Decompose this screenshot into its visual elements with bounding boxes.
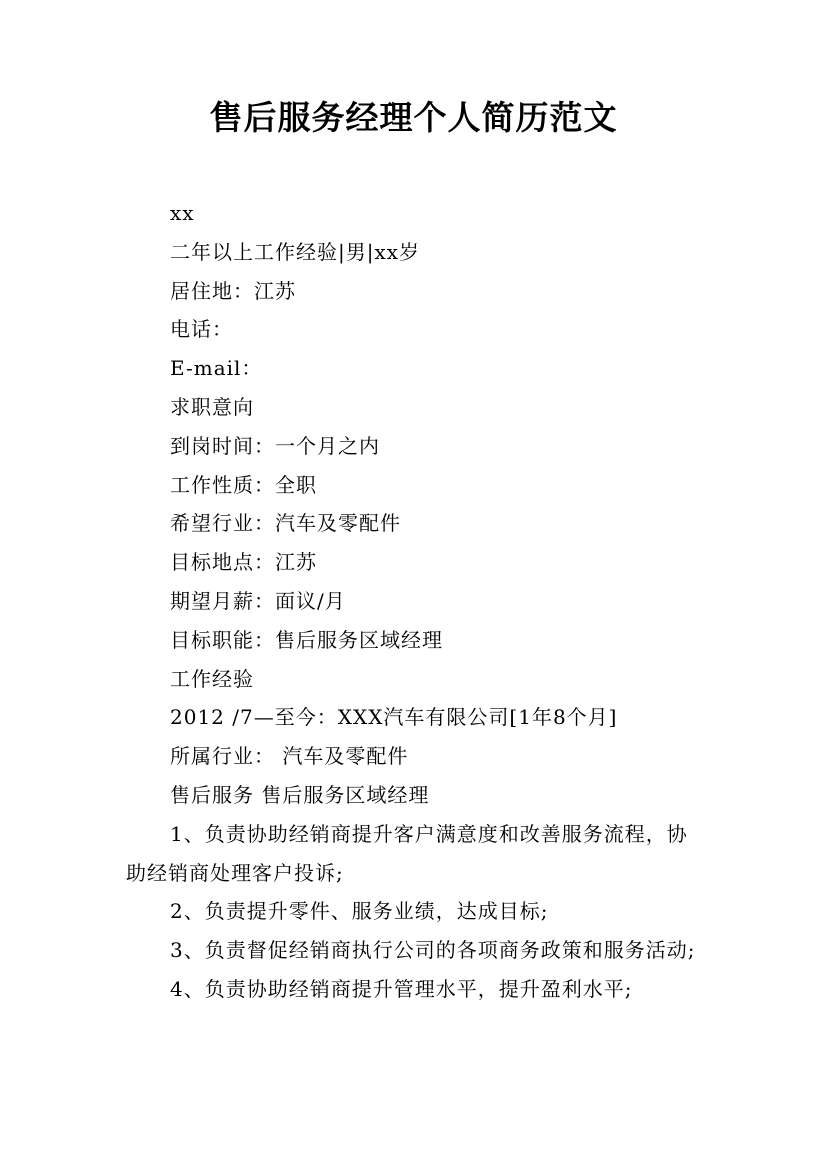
residence: 居住地：江苏 (170, 278, 296, 303)
job-title: 售后服务 售后服务区域经理 (170, 782, 430, 807)
experience-gender-age: 二年以上工作经验|男|xx岁 (170, 239, 421, 264)
employment-period: 2012 /7—至今：XXX汽车有限公司[1年8个月] (170, 705, 618, 730)
candidate-name: xx (170, 201, 195, 225)
phone: 电话： (170, 317, 233, 342)
duty-item-4: 4、负责协助经销商提升管理水平，提升盈利水平; (170, 976, 633, 1001)
section-job-intention: 求职意向 (170, 394, 254, 419)
duty-item-2: 2、负责提升零件、服务业绩，达成目标; (170, 899, 549, 924)
resume-body (126, 194, 706, 1009)
arrival-time: 到岗时间：一个月之内 (170, 433, 380, 458)
target-position: 目标职能：售后服务区域经理 (170, 627, 443, 652)
duty-item-3: 3、负责督促经销商执行公司的各项商务政策和服务活动; (170, 938, 696, 963)
document-title: 售后服务经理个人简历范文 (209, 98, 618, 137)
desired-industry: 希望行业：汽车及零配件 (170, 511, 401, 536)
duty-item-1: 1、负责协助经销商提升客户满意度和改善服务流程，协助经销商处理客户投诉; (126, 821, 688, 885)
job-type: 工作性质：全职 (170, 472, 317, 497)
expected-salary: 期望月薪：面议/月 (170, 588, 346, 613)
email: E-mail： (170, 356, 263, 381)
target-location: 目标地点：江苏 (170, 550, 317, 575)
industry: 所属行业： 汽车及零配件 (170, 744, 409, 769)
section-work-experience: 工作经验 (170, 666, 254, 691)
